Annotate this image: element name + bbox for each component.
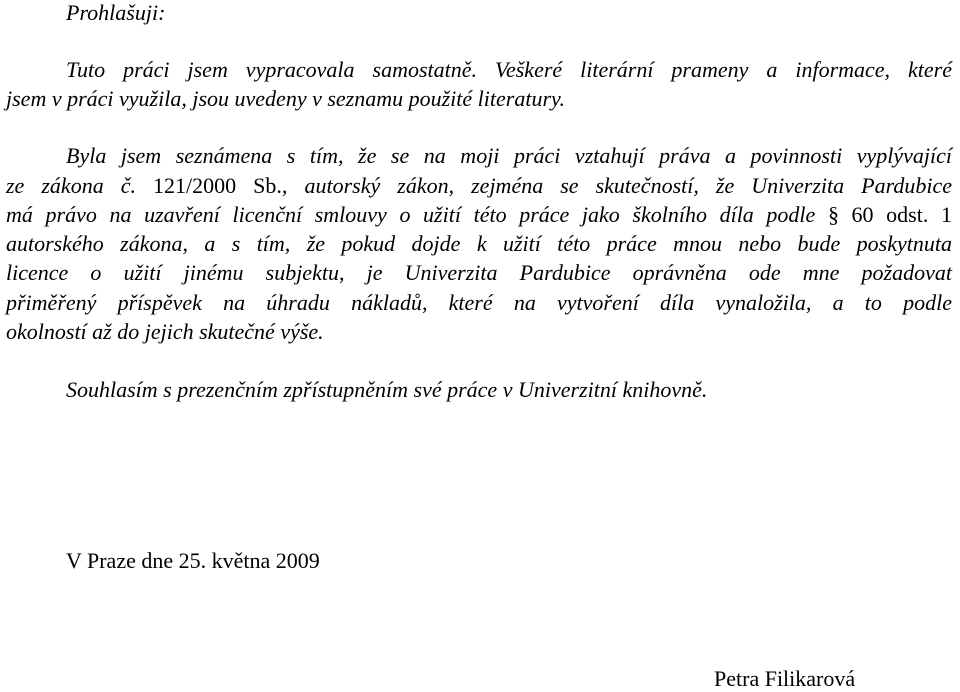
paragraph-2-line-4: autorského zákona, a s tím, že pokud dojde k užití této práce mnou nebo bude poskytnuta xyxy=(6,231,952,256)
author-signature: Petra Filikarová xyxy=(714,666,856,691)
section-prefix: má právo na uzavření licenční smlouvy o užití této práce jako školního díla podle xyxy=(6,202,828,227)
section-reference: 60 odst. 1 xyxy=(838,202,952,227)
paragraph-2-line-5: licence o užití jinému subjektu, je Univerzita Pardubice oprávněna ode mne požadovat xyxy=(6,260,952,285)
paragraph-2-line-6: přiměřený příspěvek na úhradu nákladů, které na vytvoření díla vynaložila, a to podle xyxy=(6,290,952,315)
library-consent: Souhlasím s prezenčním zpřístupněním své práce v Univerzitní knihovně. xyxy=(66,377,708,402)
law-prefix: ze zákona č. xyxy=(6,173,154,198)
section-sign: § xyxy=(827,202,839,227)
paragraph-2-line-2 xyxy=(6,173,952,199)
paragraph-1-line-2: jsem v práci využila, jsou uvedeny v seznamu použité literatury. xyxy=(6,86,566,111)
law-number: 121/2000 Sb. xyxy=(153,173,282,198)
paragraph-2-line-3 xyxy=(6,202,952,228)
paragraph-2-line-7: okolností až do jejich skutečné výše. xyxy=(6,319,324,344)
declaration-heading: Prohlašuji: xyxy=(66,0,166,25)
paragraph-2-line-1: Byla jsem seznámena s tím, že se na moji práci vztahují práva a povinnosti vyplývající xyxy=(66,143,952,168)
place-and-date: V Praze dne 25. května 2009 xyxy=(66,548,320,573)
law-suffix: , autorský zákon, zejména se skutečností, že Univerzita Pardubice xyxy=(281,173,952,198)
paragraph-1-line-1: Tuto práci jsem vypracovala samostatně. Veškeré literární prameny a informace, které xyxy=(66,57,952,82)
